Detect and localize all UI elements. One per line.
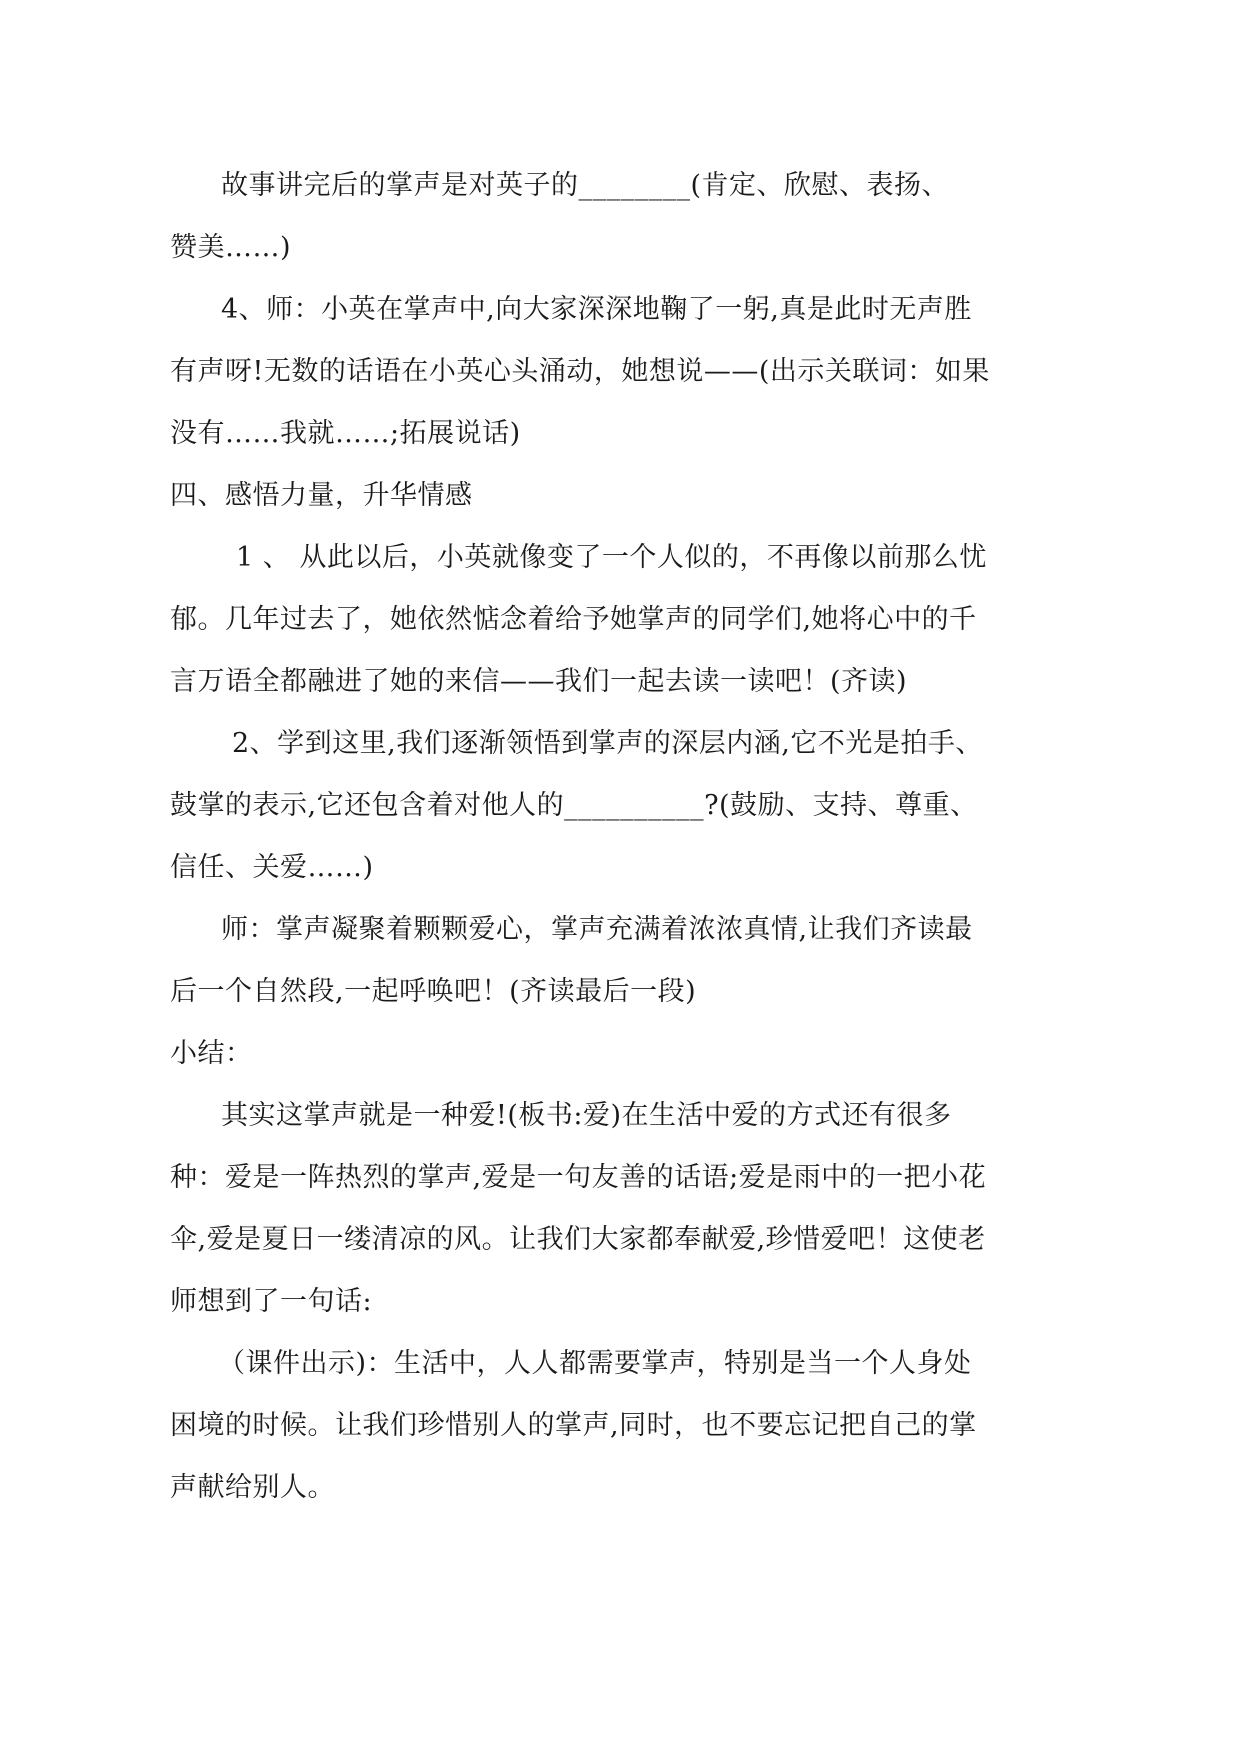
line-text: 有声呀!无数的话语在小英心头涌动，她想说——(出示关联词：如果 <box>170 356 990 387</box>
line-text: 师：掌声凝聚着颗颗爱心，掌声充满着浓浓真情,让我们齐读最 <box>221 914 973 945</box>
line-text: 信任、关爱……) <box>170 852 374 883</box>
line-text: 言万语全都融进了她的来信——我们一起去读一读吧！(齐读) <box>170 666 908 697</box>
line-text: 伞,爱是夏日一缕清凉的风。让我们大家都奉献爱,珍惜爱吧！这使老 <box>170 1224 986 1255</box>
paragraph-line <box>0 898 1241 962</box>
line-text: 鼓掌的表示,它还包含着对他人的__________?(鼓励、支持、尊重、 <box>170 790 978 821</box>
paragraph-line <box>0 402 1241 466</box>
paragraph-line <box>0 774 1241 838</box>
line-text: 2、学到这里,我们逐渐领悟到掌声的深层内涵,它不光是拍手、 <box>232 728 983 759</box>
line-text: 没有……我就……;拓展说话) <box>170 418 521 449</box>
paragraph-line <box>0 588 1241 652</box>
paragraph-line <box>0 712 1241 776</box>
line-text: 1 、 从此以后，小英就像变了一个人似的，不再像以前那么忧 <box>236 542 987 573</box>
paragraph-line <box>0 340 1241 404</box>
line-text: 声献给别人。 <box>170 1472 335 1503</box>
line-text: 郁。几年过去了，她依然惦念着给予她掌声的同学们,她将心中的千 <box>170 604 977 635</box>
line-text: 后一个自然段,一起呼唤吧！(齐读最后一段) <box>170 976 697 1007</box>
paragraph-line <box>0 836 1241 900</box>
paragraph-line <box>0 1208 1241 1272</box>
paragraph-line <box>0 154 1241 218</box>
heading-text: 四、感悟力量，升华情感 <box>170 480 473 511</box>
line-text: （课件出示)：生活中，人人都需要掌声，特别是当一个人身处 <box>218 1348 972 1379</box>
paragraph-line <box>0 278 1241 342</box>
line-text: 其实这掌声就是一种爱!(板书:爱)在生活中爱的方式还有很多 <box>221 1100 952 1131</box>
paragraph-line <box>0 1394 1241 1458</box>
line-text: 赞美……) <box>170 232 292 263</box>
line-text: 故事讲完后的掌声是对英子的________(肯定、欣慰、表扬、 <box>221 170 950 201</box>
line-text: 师想到了一句话: <box>170 1286 373 1317</box>
line-text: 困境的时候。让我们珍惜别人的掌声,同时，也不要忘记把自己的掌 <box>170 1410 977 1441</box>
section-heading <box>0 1022 1241 1086</box>
line-text: 4、师：小英在掌声中,向大家深深地鞠了一躬,真是此时无声胜 <box>221 294 972 325</box>
paragraph-line <box>0 1084 1241 1148</box>
paragraph-line <box>0 1456 1241 1520</box>
paragraph-line <box>0 960 1241 1024</box>
section-heading <box>0 464 1241 528</box>
paragraph-line <box>0 216 1241 280</box>
paragraph-line <box>0 1270 1241 1334</box>
paragraph-line <box>0 526 1241 590</box>
heading-text: 小结： <box>170 1038 253 1069</box>
paragraph-line <box>0 650 1241 714</box>
paragraph-line <box>0 1332 1241 1396</box>
paragraph-line <box>0 1146 1241 1210</box>
line-text: 种：爱是一阵热烈的掌声,爱是一句友善的话语;爱是雨中的一把小花 <box>170 1162 987 1193</box>
